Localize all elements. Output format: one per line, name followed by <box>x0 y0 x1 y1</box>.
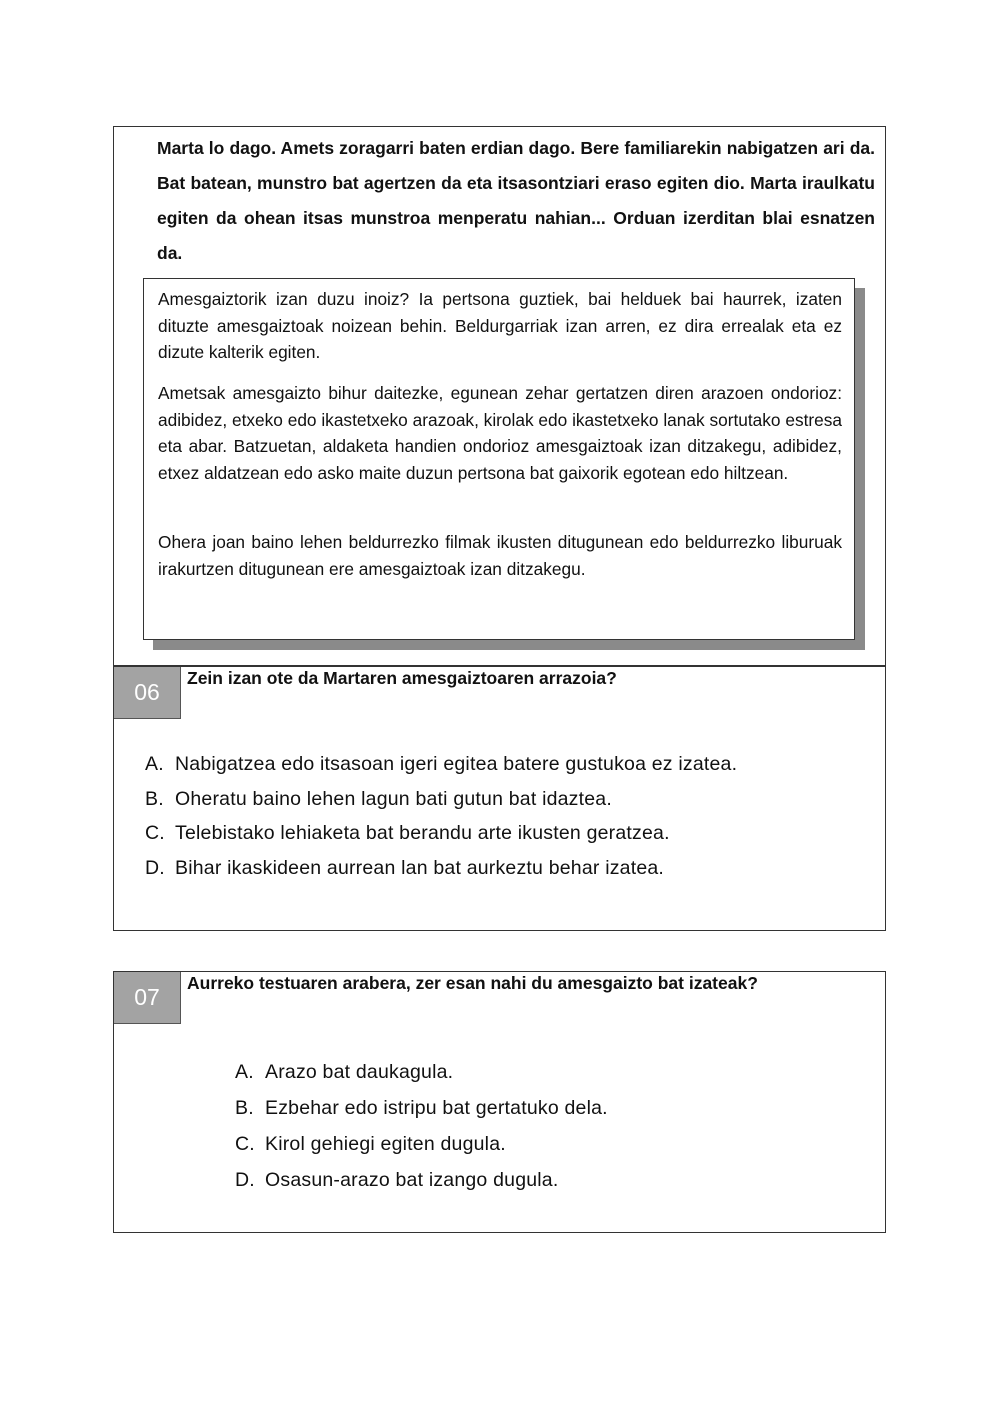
option-text: Bihar ikaskideen aurrean lan bat aurkeztu behar izatea. <box>175 857 665 880</box>
answer-options <box>235 1061 608 1205</box>
answer-option-a[interactable] <box>235 1061 608 1097</box>
question-06 <box>113 666 886 931</box>
answer-option-c[interactable] <box>235 1133 608 1169</box>
option-text: Osasun-arazo bat izango dugula. <box>265 1169 559 1191</box>
question-text: Zein izan ote da Martaren amesgaiztoaren arrazoia? <box>187 668 617 688</box>
question-07 <box>113 971 886 1233</box>
answer-options <box>145 753 737 892</box>
option-text: Nabigatzea edo itsasoan igeri egitea batere gustukoa ez izatea. <box>175 753 738 775</box>
answer-option-d[interactable] <box>145 857 737 892</box>
option-letter: C. <box>145 822 165 845</box>
answer-option-c[interactable] <box>145 822 737 857</box>
option-letter: D. <box>145 857 165 880</box>
option-text: Oheratu baino lehen lagun bati gutun bat idaztea. <box>175 787 612 810</box>
info-paragraph-2: Ametsak amesgaizto bihur daitezke, egunean zehar gertatzen diren arazoen ondorioz: adibidez, etxeko edo ikastetxeko arazoak, kirolak edo ikastetxeko lanak sortutako estresa eta abar. Batzuetan, aldaketa handien ondorioz amesgaiztoak izan ditzakegu, adibidez, etxez aldatzean edo asko maite duzun pertsona bat gaixorik egotean edo hiltzean. <box>158 383 842 483</box>
info-text-box <box>143 278 855 640</box>
question-text: Aurreko testuaren arabera, zer esan nahi du amesgaizto bat izateak? <box>187 973 758 993</box>
option-letter: B. <box>235 1097 254 1119</box>
option-text: Ezbehar edo istripu bat gertatuko dela. <box>265 1097 608 1119</box>
answer-option-b[interactable] <box>145 788 737 823</box>
story-box <box>113 126 886 666</box>
option-text: Telebistako lehiaketa bat berandu arte ikusten geratzea. <box>175 822 670 845</box>
option-letter: C. <box>235 1133 255 1155</box>
option-text: Arazo bat daukagula. <box>265 1061 454 1083</box>
info-paragraph-3: Ohera joan baino lehen beldurrezko filmak ikusten ditugunean edo beldurrezko liburuak irakurtzen ditugunean ere amesgaiztoak izan ditzakegu. <box>158 532 842 579</box>
option-letter: A. <box>235 1061 254 1083</box>
info-paragraph-1: Amesgaiztorik izan duzu inoiz? Ia pertsona guztiek, bai helduek bai haurrek, izaten dituzte amesgaiztoak noizean behin. Beldurgarriak izan arren, ez dira errealak eta ez dizute kalterik egiten. <box>158 289 842 363</box>
answer-option-b[interactable] <box>235 1097 608 1133</box>
option-text: Kirol gehiegi egiten dugula. <box>265 1133 506 1155</box>
story-intro: Marta lo dago. Amets zoragarri baten erdian dago. Bere familiarekin nabigatzen ari da. Bat batean, munstro bat agertzen da eta itsasontziari eraso egiten dio. Marta iraulkatu egiten da ohean itsas munstroa menperatu nahian... Orduan izerditan blai esnatzen da. <box>157 138 875 263</box>
option-letter: B. <box>145 787 164 810</box>
answer-option-a[interactable] <box>145 753 737 788</box>
option-letter: A. <box>145 753 164 775</box>
question-number: 07 <box>114 972 181 1024</box>
question-number: 06 <box>114 667 181 719</box>
answer-option-d[interactable] <box>235 1169 608 1205</box>
option-letter: D. <box>235 1169 255 1191</box>
